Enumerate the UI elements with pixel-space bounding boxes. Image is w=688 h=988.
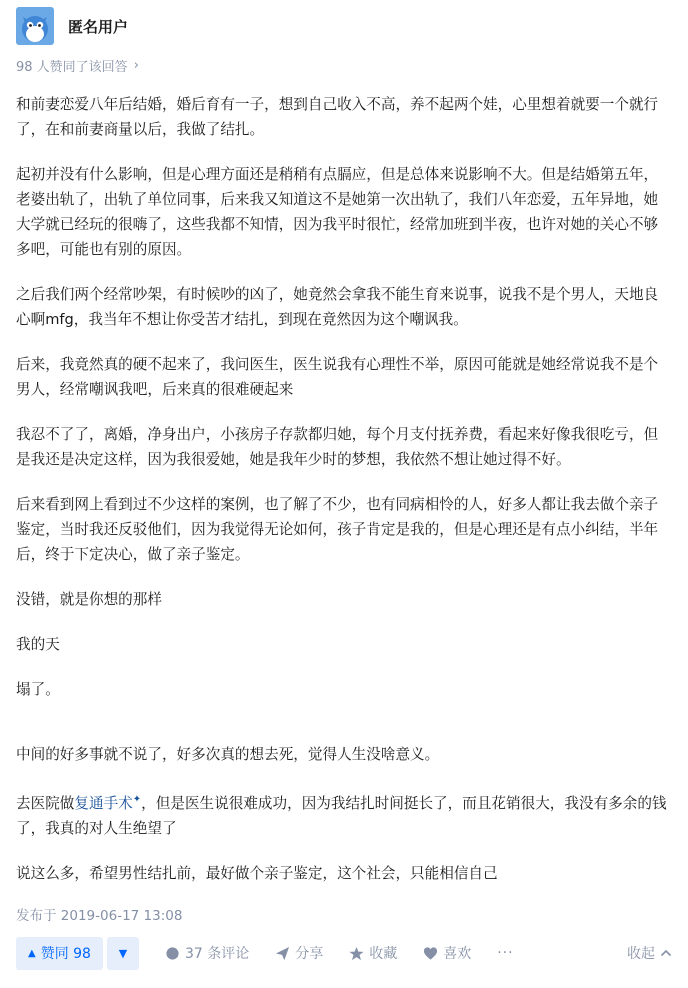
chevron-up-icon [660, 948, 672, 958]
share-button[interactable] [275, 943, 323, 963]
paper-plane-icon [275, 946, 290, 961]
favorite-button[interactable] [349, 943, 397, 963]
paragraph: 后来，我竟然真的硬不起来了，我问医生，医生说我有心理性不举，原因可能就是她经常说我不是个男人，经常嘲讽我吧，后来真的很难硬起来 [16, 356, 659, 398]
paragraph-with-link [16, 787, 672, 841]
paragraph-text-before: 去医院做 [16, 794, 75, 812]
voters-link[interactable] [16, 56, 139, 75]
paragraph-text-after: ，但是医生说很难成功，因为我结扎时间挺长了，而且花销很大，我没有多余的钱了，我真的对人生绝望了 [16, 794, 667, 837]
like-button[interactable] [423, 943, 471, 963]
heart-icon [423, 946, 438, 961]
action-bar [16, 936, 672, 970]
answer-content [16, 92, 672, 906]
paragraph: 没错，就是你想的那样 [16, 591, 162, 608]
publish-time[interactable]: 发布于 2019-06-17 13:08 [16, 908, 183, 924]
comments-label: 37 条评论 [184, 946, 250, 962]
paragraph: 和前妻恋爱八年后结婚，婚后育有一子，想到自己收入不高，养不起两个娃，心里想着就要一个就行了，在和前妻商量以后，我做了结扎。 [16, 96, 659, 138]
paragraph: 后来看到网上看到过不少这样的案例，也了解了不少，也有同病相怜的人，好多人都让我去做个亲子鉴定，当时我还反驳他们，因为我觉得无论如何，孩子肯定是我的，但是心理还是有点小纠结，半年后，终于下定决心，做了亲子鉴定。 [16, 496, 659, 563]
paragraph: 之后我们两个经常吵架，有时候吵的凶了，她竟然会拿我不能生育来说事，说我不是个男人，天地良心啊mfg，我当年不想让你受苦才结扎，到现在竟然因为这个嘲讽我。 [16, 286, 659, 328]
author-info [16, 6, 128, 46]
author-name[interactable]: 匿名用户 [68, 17, 129, 36]
comments-button[interactable] [165, 943, 249, 963]
share-label: 分享 [295, 946, 324, 962]
sparkle-icon: ✦ [132, 794, 142, 805]
voters-text: 98 人赞同了该回答 [16, 60, 128, 75]
paragraph: 我的天 [16, 636, 60, 653]
downvote-button[interactable] [107, 937, 139, 970]
triangle-down-icon: ▼ [118, 946, 128, 960]
avatar[interactable] [16, 7, 54, 45]
triangle-up-icon: ▲ [28, 947, 36, 959]
favorite-label: 收藏 [369, 946, 398, 962]
paragraph: 我忍不了了，离婚，净身出户，小孩房子存款都归她，每个月支付抚养费，看起来好像我很吃亏，但是我还是决定这样，因为我很爱她，她是我年少时的梦想，我依然不想让她过得不好。 [16, 426, 659, 468]
star-icon [349, 946, 364, 961]
paragraph: 起初并没有什么影响，但是心理方面还是稍稍有点膈应，但是总体来说影响不大。但是结婚第五年，老婆出轨了，出轨了单位同事，后来我又知道这不是她第一次出轨了，我们八年恋爱，五年异地，她大学就已经玩的很嗨了，这些我都不知情，因为我平时很忙，经常加班到半夜，也许对她的关心不够多吧，可能也有别的原因。 [16, 166, 659, 258]
upvote-label: 赞同 98 [40, 946, 91, 962]
paragraph: 中间的好多事就不说了，好多次真的想去死，觉得人生没啥意义。 [16, 746, 440, 763]
paragraph: 说这么多，希望男性结扎前，最好做个亲子鉴定，这个社会，只能相信自己 [16, 864, 498, 882]
like-label: 喜欢 [443, 946, 472, 962]
comment-icon [165, 946, 180, 961]
chevron-right-icon: › [133, 58, 139, 73]
surgery-link[interactable]: 复通手术 [74, 794, 133, 812]
collapse-button[interactable] [627, 943, 672, 963]
anonymous-avatar-icon [16, 7, 54, 45]
collapse-label: 收起 [627, 946, 655, 962]
more-button[interactable]: ··· [497, 945, 514, 961]
upvote-button[interactable] [16, 937, 103, 970]
paragraph: 塌了。 [16, 681, 60, 698]
